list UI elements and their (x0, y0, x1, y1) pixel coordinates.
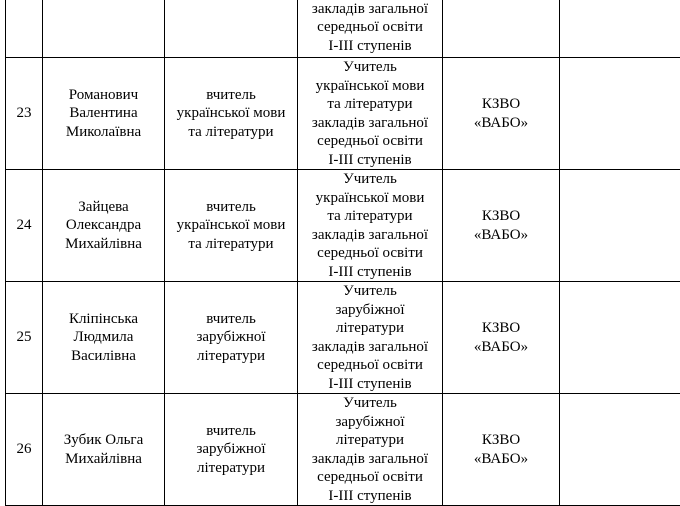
position-cell (165, 170, 298, 282)
position-line: вчитель (168, 422, 294, 441)
name-line: Михайлівна (46, 235, 161, 254)
name-line: Миколаївна (46, 123, 161, 142)
number-cell: 26 (6, 394, 43, 506)
empty-cell (560, 282, 680, 394)
specialty-cell (298, 394, 443, 506)
table-row (6, 58, 680, 170)
name-cell (43, 282, 165, 394)
position-line: та літератури (168, 235, 294, 254)
specialty-line: середньої освіти (301, 468, 439, 487)
name-line: Михайлівна (46, 450, 161, 469)
specialty-line: української мови (301, 77, 439, 96)
organization-line: «ВАБО» (446, 450, 556, 469)
specialty-line: літератури (301, 319, 439, 338)
table-row (6, 394, 680, 506)
specialty-line: I-III ступенів (301, 151, 439, 170)
organization-line: КЗВО (446, 431, 556, 450)
specialty-line: Учитель (301, 170, 439, 189)
name-line: Олександра (46, 216, 161, 235)
specialty-line: середньої освіти (301, 356, 439, 375)
empty-cell (560, 58, 680, 170)
organization-line: «ВАБО» (446, 114, 556, 133)
name-line: Людмила (46, 328, 161, 347)
organization-cell (443, 282, 560, 394)
specialty-line: закладів загальної (301, 338, 439, 357)
position-line: вчитель (168, 198, 294, 217)
position-cell (165, 58, 298, 170)
specialty-cell (298, 0, 443, 58)
empty-cell (560, 0, 680, 58)
specialty-line: I-III ступенів (301, 375, 439, 394)
specialty-cell (298, 170, 443, 282)
name-cell (43, 170, 165, 282)
position-line: зарубіжної (168, 440, 294, 459)
organization-cell (443, 394, 560, 506)
specialty-cell (298, 282, 443, 394)
table-row (6, 170, 680, 282)
specialty-line: I-III ступенів (301, 487, 439, 506)
position-line: та літератури (168, 123, 294, 142)
organization-line: «ВАБО» (446, 338, 556, 357)
position-cell (165, 282, 298, 394)
organization-cell (443, 0, 560, 58)
position-line: української мови (168, 216, 294, 235)
position-cell (165, 0, 298, 58)
specialty-line: зарубіжної (301, 413, 439, 432)
position-line: вчитель (168, 310, 294, 329)
name-cell (43, 0, 165, 58)
empty-cell (560, 394, 680, 506)
specialty-line: I-III ступенів (301, 37, 439, 56)
name-line: Валентина (46, 104, 161, 123)
specialty-line: середньої освіти (301, 244, 439, 263)
organization-line: КЗВО (446, 95, 556, 114)
specialty-cell (298, 58, 443, 170)
organization-line: «ВАБО» (446, 226, 556, 245)
organization-cell (443, 170, 560, 282)
specialty-line: Учитель (301, 58, 439, 77)
position-line: української мови (168, 104, 294, 123)
specialty-line: закладів загальної (301, 226, 439, 245)
organization-line: КЗВО (446, 319, 556, 338)
specialty-line: закладів загальної (301, 114, 439, 133)
specialty-line: закладів загальної (301, 450, 439, 469)
specialty-line: Учитель (301, 394, 439, 413)
specialty-line: зарубіжної (301, 301, 439, 320)
number-cell: 23 (6, 58, 43, 170)
specialty-line: середньої освіти (301, 18, 439, 37)
number-cell: 24 (6, 170, 43, 282)
specialty-line: та літератури (301, 207, 439, 226)
specialty-line: Учитель (301, 282, 439, 301)
position-line: вчитель (168, 86, 294, 105)
name-line: Зайцева (46, 198, 161, 217)
position-line: зарубіжної (168, 328, 294, 347)
name-line: Василівна (46, 347, 161, 366)
table-row (6, 0, 680, 58)
name-cell (43, 58, 165, 170)
staff-table (5, 0, 680, 506)
table-row (6, 282, 680, 394)
specialty-line: середньої освіти (301, 132, 439, 151)
position-cell (165, 394, 298, 506)
name-line: Зубик Ольга (46, 431, 161, 450)
position-line: літератури (168, 347, 294, 366)
number-cell (6, 0, 43, 58)
specialty-line: та літератури (301, 95, 439, 114)
specialty-line: закладів загальної (301, 0, 439, 18)
specialty-line: української мови (301, 189, 439, 208)
position-line: літератури (168, 459, 294, 478)
number-cell: 25 (6, 282, 43, 394)
name-line: Романович (46, 86, 161, 105)
name-line: Кліпінська (46, 310, 161, 329)
name-cell (43, 394, 165, 506)
organization-line: КЗВО (446, 207, 556, 226)
specialty-line: літератури (301, 431, 439, 450)
empty-cell (560, 170, 680, 282)
organization-cell (443, 58, 560, 170)
specialty-line: I-III ступенів (301, 263, 439, 282)
